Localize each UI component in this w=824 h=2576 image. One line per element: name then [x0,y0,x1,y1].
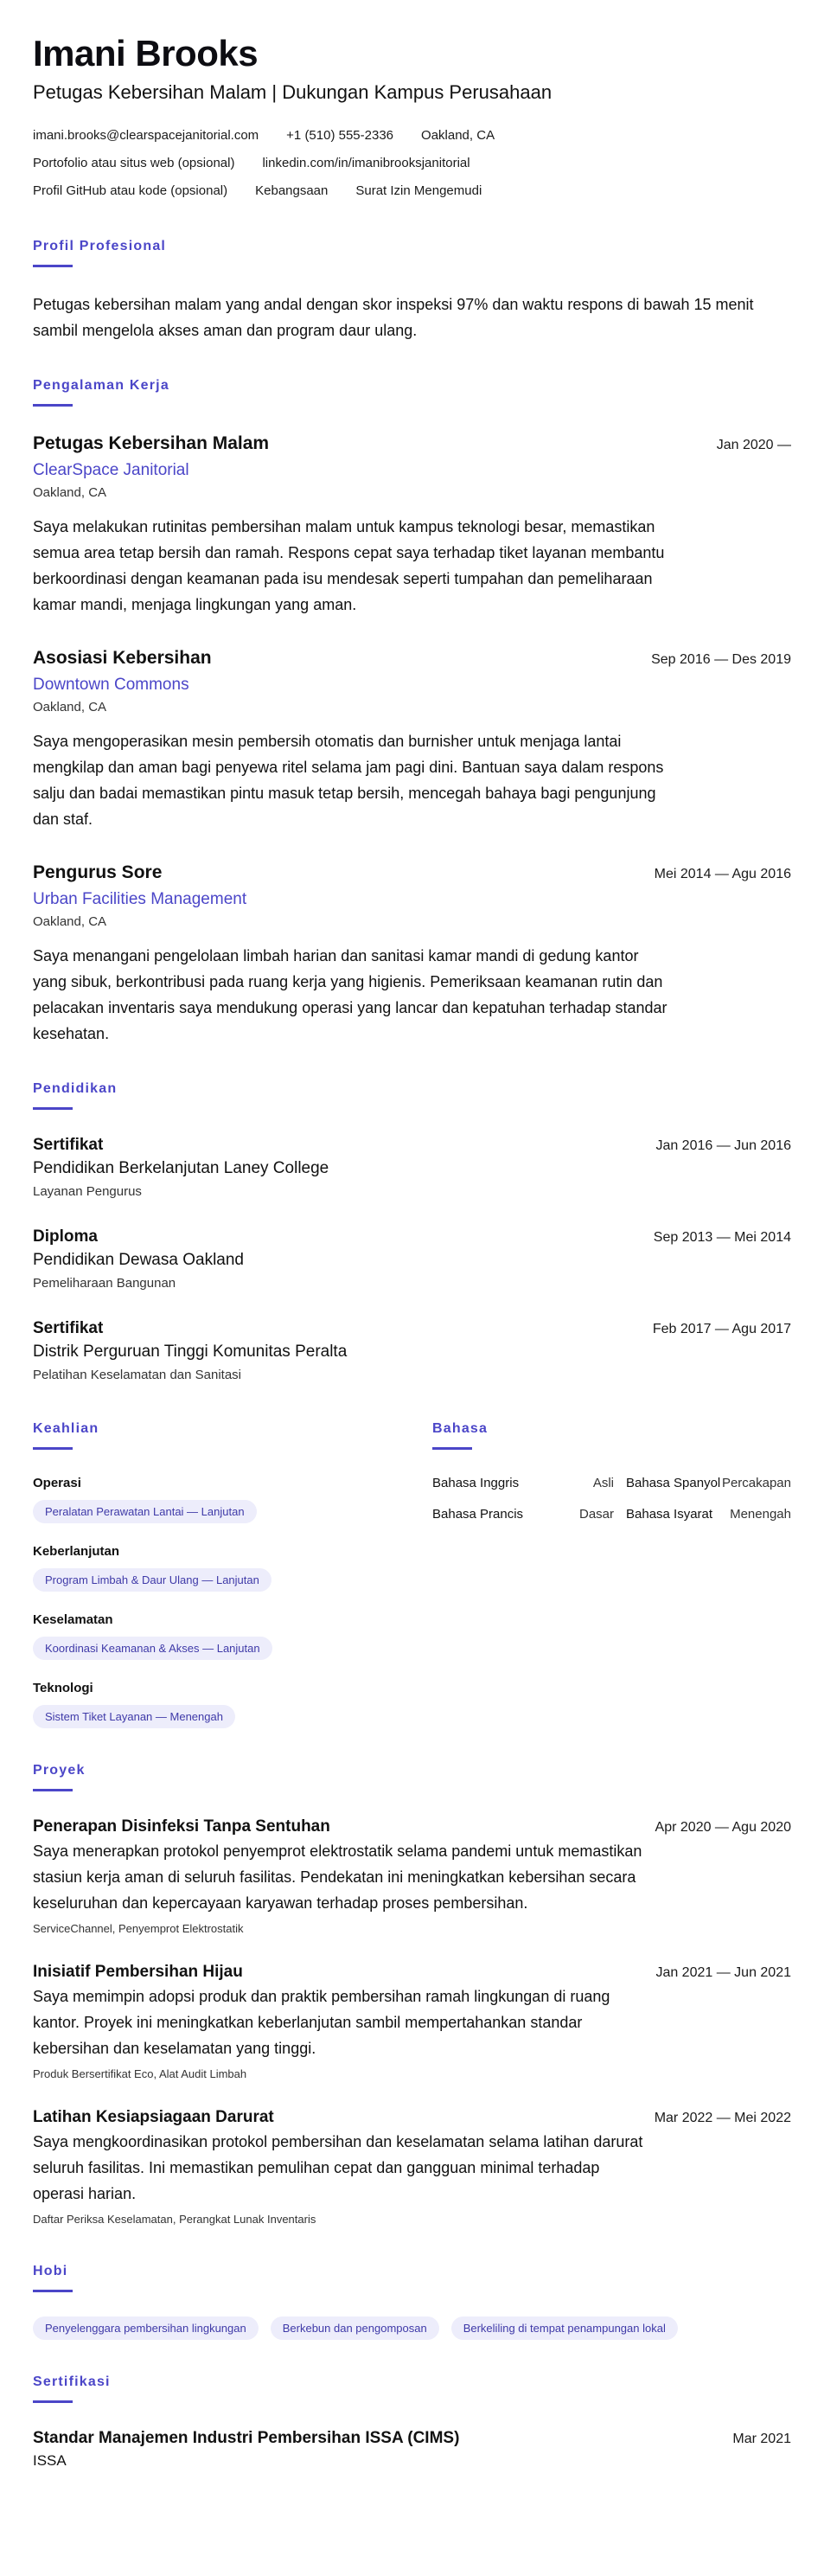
experience-list [33,431,791,1047]
contact-row [33,149,791,176]
job-location: Oakland, CA [33,485,107,500]
project-tools: Daftar Periksa Keselamatan, Perangkat Lunak Inventaris [33,2213,316,2226]
skill-chip: Program Limbah & Daur Ulang — Lanjutan [33,1568,271,1592]
contact-license: Surat Izin Mengemudi [355,183,482,198]
skill-category: Operasi [33,1476,81,1490]
skill-chip: Sistem Tiket Layanan — Menengah [33,1705,235,1728]
certifications-list [33,2427,791,2472]
language-name: Bahasa Inggris [432,1476,520,1490]
job-description: Saya melakukan rutinitas pembersihan malam untuk kampus teknologi besar, memastikan semua area tetap bersih dan ramah. Respons cepat saya terhadap tiket layanan membantu berkoordinasi dengan keamanan pada isu mendesak seperti tumpahan dan pemeliharaan kamar mandi, menjaga lingkungan yang aman. [33,518,665,613]
education-dates: Jan 2016 — Jun 2016 [655,1138,791,1153]
candidate-name: Imani Brooks [33,33,259,74]
section-divider [432,1447,472,1450]
project-item [33,1961,791,2084]
experience-item [33,431,791,618]
contact-github[interactable]: Profil GitHub atau kode (opsional) [33,183,228,198]
job-description: Saya mengoperasikan mesin pembersih otomatis dan burnisher untuk menjaga lantai mengkilap dan aman bagi penyewa ritel selama jam pagi dini. Bantuan saya dalam respons salju dan badai memastikan pintu masuk tetap bersih, mencegah bahaya bagi pengunjung dan staf. [33,733,664,828]
contact-linkedin[interactable]: linkedin.com/in/imanibrooksjanitorial [262,155,470,170]
project-name: Penerapan Disinfeksi Tanpa Sentuhan [33,1817,330,1836]
hobby-chip: Berkebun dan pengomposan [271,2316,439,2340]
education-degree: Diploma [33,1227,98,1246]
education-degree: Sertifikat [33,1136,104,1154]
education-school: Distrik Perguruan Tinggi Komunitas Peralta [33,1342,348,1361]
hobby-chip: Berkeliling di tempat penampungan lokal [451,2316,678,2340]
section-divider [33,2290,73,2292]
projects-section [33,1763,791,2229]
contact-location: Oakland, CA [421,127,495,143]
section-title: Hobi [33,2264,68,2278]
certification-name: Standar Manajemen Industri Pembersihan ISSA (CIMS) [33,2429,460,2447]
skill-category: Teknologi [33,1681,93,1695]
candidate-headline: Petugas Kebersihan Malam | Dukungan Kampus Perusahaan [33,81,553,103]
education-field: Layanan Pengurus [33,1184,142,1199]
experience-item [33,645,791,832]
job-location: Oakland, CA [33,914,107,929]
project-description: Saya menerapkan protokol penyemprot elektrostatik selama pandemi untuk memastikan stasiun kerja aman di seluruh fasilitas. Pendekatan ini meningkatkan kebersihan secara keseluruhan dan kepercayaan karyawan terhadap proses pembersihan. [33,1842,642,1912]
job-title: Asosiasi Kebersihan [33,648,212,668]
project-tools: Produk Bersertifikat Eco, Alat Audit Limbah [33,2067,247,2080]
certification-date: Mar 2021 [732,2432,791,2446]
skill-group [33,1542,432,1592]
education-school: Pendidikan Dewasa Oakland [33,1251,244,1269]
certification-issuer: ISSA [33,2452,67,2469]
experience-section [33,378,791,1047]
contact-email[interactable]: imani.brooks@clearspacejanitorial.com [33,127,259,143]
certification-item [33,2427,791,2472]
project-item [33,2106,791,2229]
skills-section [33,1421,432,1728]
section-divider [33,404,73,407]
language-name: Bahasa Spanyol [626,1476,721,1490]
education-item [33,1134,791,1203]
language-level: Menengah [730,1507,791,1522]
language-name: Bahasa Isyarat [626,1507,713,1522]
education-dates: Feb 2017 — Agu 2017 [652,1322,791,1336]
project-description: Saya memimpin adopsi produk dan praktik pembersihan ramah lingkungan di ruang kantor. Proyek ini meningkatkan keberlanjutan sambil mempertahankan standar kebersihan dan keselamatan yang tinggi. [33,1988,610,2057]
contact-info [33,121,791,204]
project-name: Latihan Kesiapsiagaan Darurat [33,2108,274,2126]
project-dates: Mar 2022 — Mei 2022 [654,2111,791,2125]
contact-row [33,121,791,149]
skills-list [33,1474,432,1728]
contact-portfolio[interactable]: Portofolio atau situs web (opsional) [33,155,235,170]
job-dates: Mei 2014 — Agu 2016 [654,867,791,881]
job-location: Oakland, CA [33,700,107,714]
job-dates: Jan 2020 — [716,438,791,452]
skill-group [33,1611,432,1660]
education-school: Pendidikan Berkelanjutan Laney College [33,1159,329,1177]
education-section [33,1081,791,1387]
contact-nationality: Kebangsaan [255,183,329,198]
contact-phone[interactable]: +1 (510) 555-2336 [286,127,394,143]
section-title: Pengalaman Kerja [33,378,169,393]
section-title: Sertifikasi [33,2374,111,2389]
certifications-section [33,2374,791,2472]
section-divider [33,2400,73,2403]
hobbies-section [33,2264,791,2340]
project-tools: ServiceChannel, Penyemprot Elektrostatik [33,1922,244,1935]
skill-chip: Koordinasi Keamanan & Akses — Lanjutan [33,1637,272,1660]
language-level: Dasar [578,1507,614,1522]
skill-category: Keberlanjutan [33,1544,120,1559]
project-name: Inisiatif Pembersihan Hijau [33,1963,243,1981]
project-description: Saya mengkoordinasikan protokol pembersihan dan keselamatan selama latihan darurat seluruh fasilitas. Ini memastikan pemulihan cepat dan gangguan minimal terhadap operasi harian. [33,2133,643,2202]
education-field: Pelatihan Keselamatan dan Sanitasi [33,1368,241,1382]
skills-languages-row [33,1421,791,1728]
education-dates: Sep 2013 — Mei 2014 [653,1230,791,1245]
language-name: Bahasa Prancis [432,1507,524,1522]
education-list [33,1134,791,1387]
section-title: Profil Profesional [33,239,167,253]
skill-category: Keselamatan [33,1612,113,1627]
section-title: Keahlian [33,1421,99,1436]
job-company: Downtown Commons [33,676,189,694]
profile-section [33,239,791,343]
resume-header [33,31,791,204]
education-degree: Sertifikat [33,1319,104,1337]
job-company: Urban Facilities Management [33,890,247,908]
project-dates: Jan 2021 — Jun 2021 [655,1965,791,1980]
job-title: Pengurus Sore [33,862,163,882]
contact-row [33,176,791,204]
education-item [33,1226,791,1295]
section-title: Proyek [33,1763,86,1778]
education-item [33,1317,791,1387]
section-divider [33,1789,73,1791]
education-field: Pemeliharaan Bangunan [33,1276,176,1291]
job-dates: Sep 2016 — Des 2019 [651,652,791,667]
language-level: Percakapan [721,1476,791,1490]
language-level: Asli [592,1476,614,1490]
project-item [33,1816,791,1938]
section-divider [33,1447,73,1450]
languages-list [432,1474,791,1524]
profile-summary: Petugas kebersihan malam yang andal dengan skor inspeksi 97% dan waktu respons di bawah 15 menit sambil mengelola akses aman dan program daur ulang. [33,296,754,339]
project-dates: Apr 2020 — Agu 2020 [655,1820,791,1835]
section-title: Bahasa [432,1421,489,1436]
job-company: ClearSpace Janitorial [33,461,189,479]
hobby-chip: Penyelenggara pembersihan lingkungan [33,2316,259,2340]
experience-item [33,860,791,1047]
hobbies-list [33,2316,791,2340]
skill-group [33,1474,432,1523]
skill-chip: Peralatan Perawatan Lantai — Lanjutan [33,1500,257,1523]
section-divider [33,265,73,267]
projects-list [33,1816,791,2229]
skill-group [33,1679,432,1728]
job-title: Petugas Kebersihan Malam [33,433,270,453]
languages-section [432,1421,791,1728]
section-title: Pendidikan [33,1081,118,1096]
section-divider [33,1107,73,1110]
job-description: Saya menangani pengelolaan limbah harian dan sanitasi kamar mandi di gedung kantor yang sibuk, berkontribusi pada ruang kerja yang higienis. Pemeriksaan keamanan rutin dan pelacakan inventaris saya mendukung operasi yang lancar dan kepatuhan terhadap standar kesehatan. [33,947,668,1042]
